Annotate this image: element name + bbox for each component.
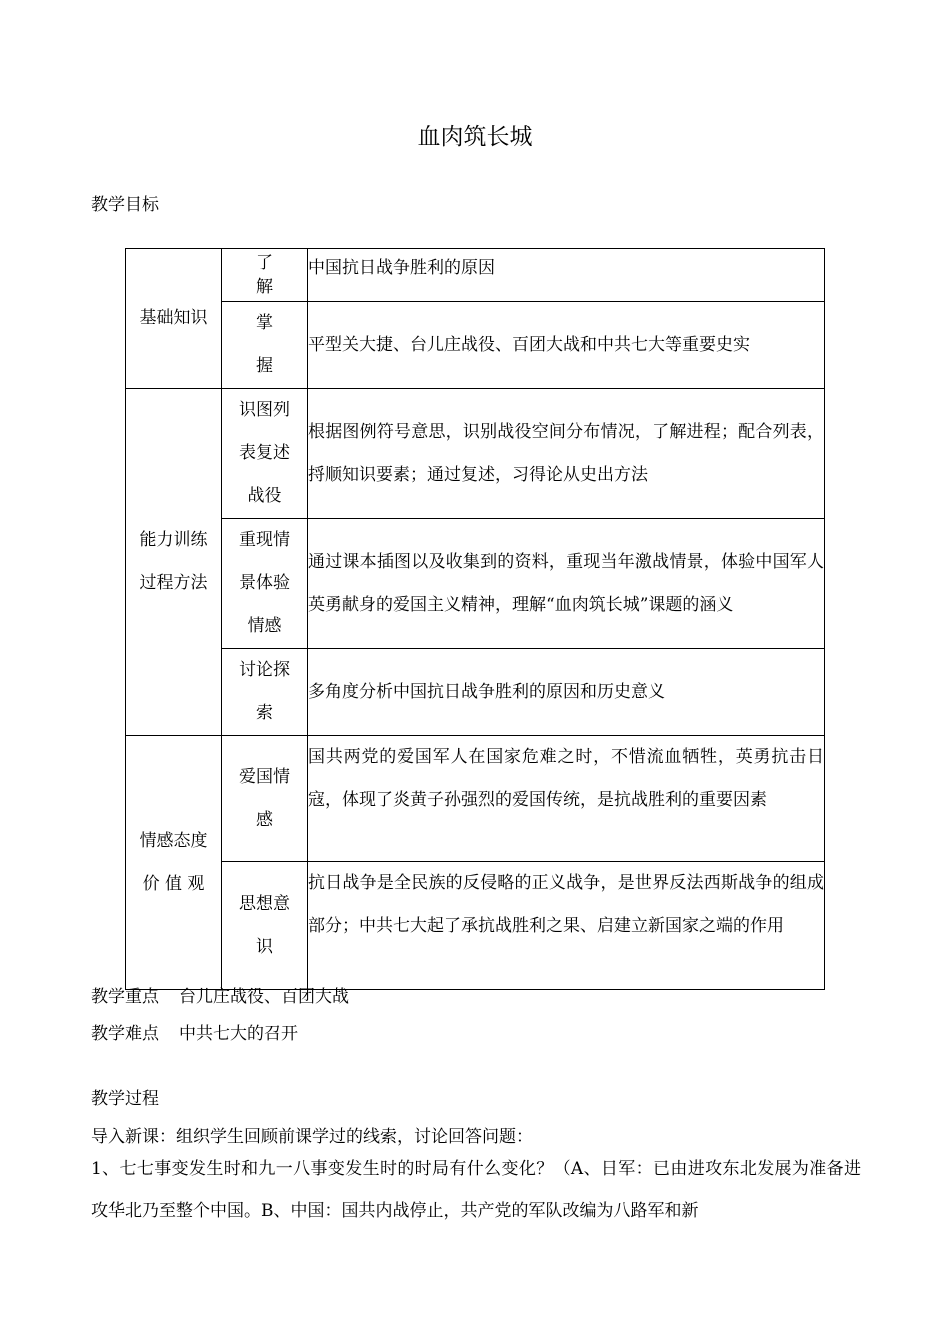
sub-patriotism: 爱国情 感 <box>222 736 308 862</box>
desc-discussion: 多角度分析中国抗日战争胜利的原因和历史意义 <box>308 649 825 736</box>
process-heading: 教学过程 <box>91 1089 159 1109</box>
sub-map-review: 识图列 表复述 战役 <box>222 389 308 519</box>
desc-map-review: 根据图例符号意思，识别战役空间分布情况，了解进程；配合列表，捋顺知识要素；通过复述，习得论从史出方法 <box>308 389 825 519</box>
intro-paragraph: 导入新课：组织学生回顾前课学过的线索，讨论回答问题： <box>91 1127 533 1147</box>
objectives-table <box>125 248 825 990</box>
sub-master: 掌 握 <box>222 302 308 389</box>
objectives-heading: 教学目标 <box>91 195 159 215</box>
category-emotion: 情感态度 价 值 观 <box>126 736 222 990</box>
difficult-point-value: 中共七大的召开 <box>179 1024 298 1044</box>
sub-scene-reenact: 重现情 景体验 情感 <box>222 519 308 649</box>
category-ability: 能力训练 过程方法 <box>126 389 222 736</box>
desc-scene-reenact: 通过课本插图以及收集到的资料，重现当年激战情景，体验中国军人英勇献身的爱国主义精神，理解“血肉筑长城”课题的涵义 <box>308 519 825 649</box>
sub-understand: 了 解 <box>222 249 308 302</box>
desc-ideology: 抗日战争是全民族的反侵略的正义战争，是世界反法西斯战争的组成部分；中共七大起了承抗战胜利之果、启建立新国家之端的作用 <box>308 862 825 990</box>
difficult-point-label: 教学难点 <box>91 1024 159 1044</box>
key-point <box>91 982 349 1007</box>
key-point-label: 教学重点 <box>91 987 159 1007</box>
desc-master: 平型关大捷、台儿庄战役、百团大战和中共七大等重要史实 <box>308 302 825 389</box>
sub-discussion: 讨论探 索 <box>222 649 308 736</box>
key-point-value: 台儿庄战役、百团大战 <box>179 987 349 1007</box>
question-1: 1、七七事变发生时和九一八事变发生时的时局有什么变化？（A、日军：已由进攻东北发展为准备进攻华北乃至整个中国。B、中国：国共内战停止，共产党的军队改编为八路军和新 <box>91 1159 861 1221</box>
desc-patriotism: 国共两党的爱国军人在国家危难之时，不惜流血牺牲，英勇抗击日寇，体现了炎黄子孙强烈的爱国传统，是抗战胜利的重要因素 <box>308 736 825 862</box>
page-title: 血肉筑长城 <box>417 124 533 150</box>
category-basic: 基础知识 <box>126 249 222 389</box>
sub-ideology: 思想意 识 <box>222 862 308 990</box>
desc-understand: 中国抗日战争胜利的原因 <box>308 249 825 302</box>
difficult-point <box>91 1019 298 1044</box>
